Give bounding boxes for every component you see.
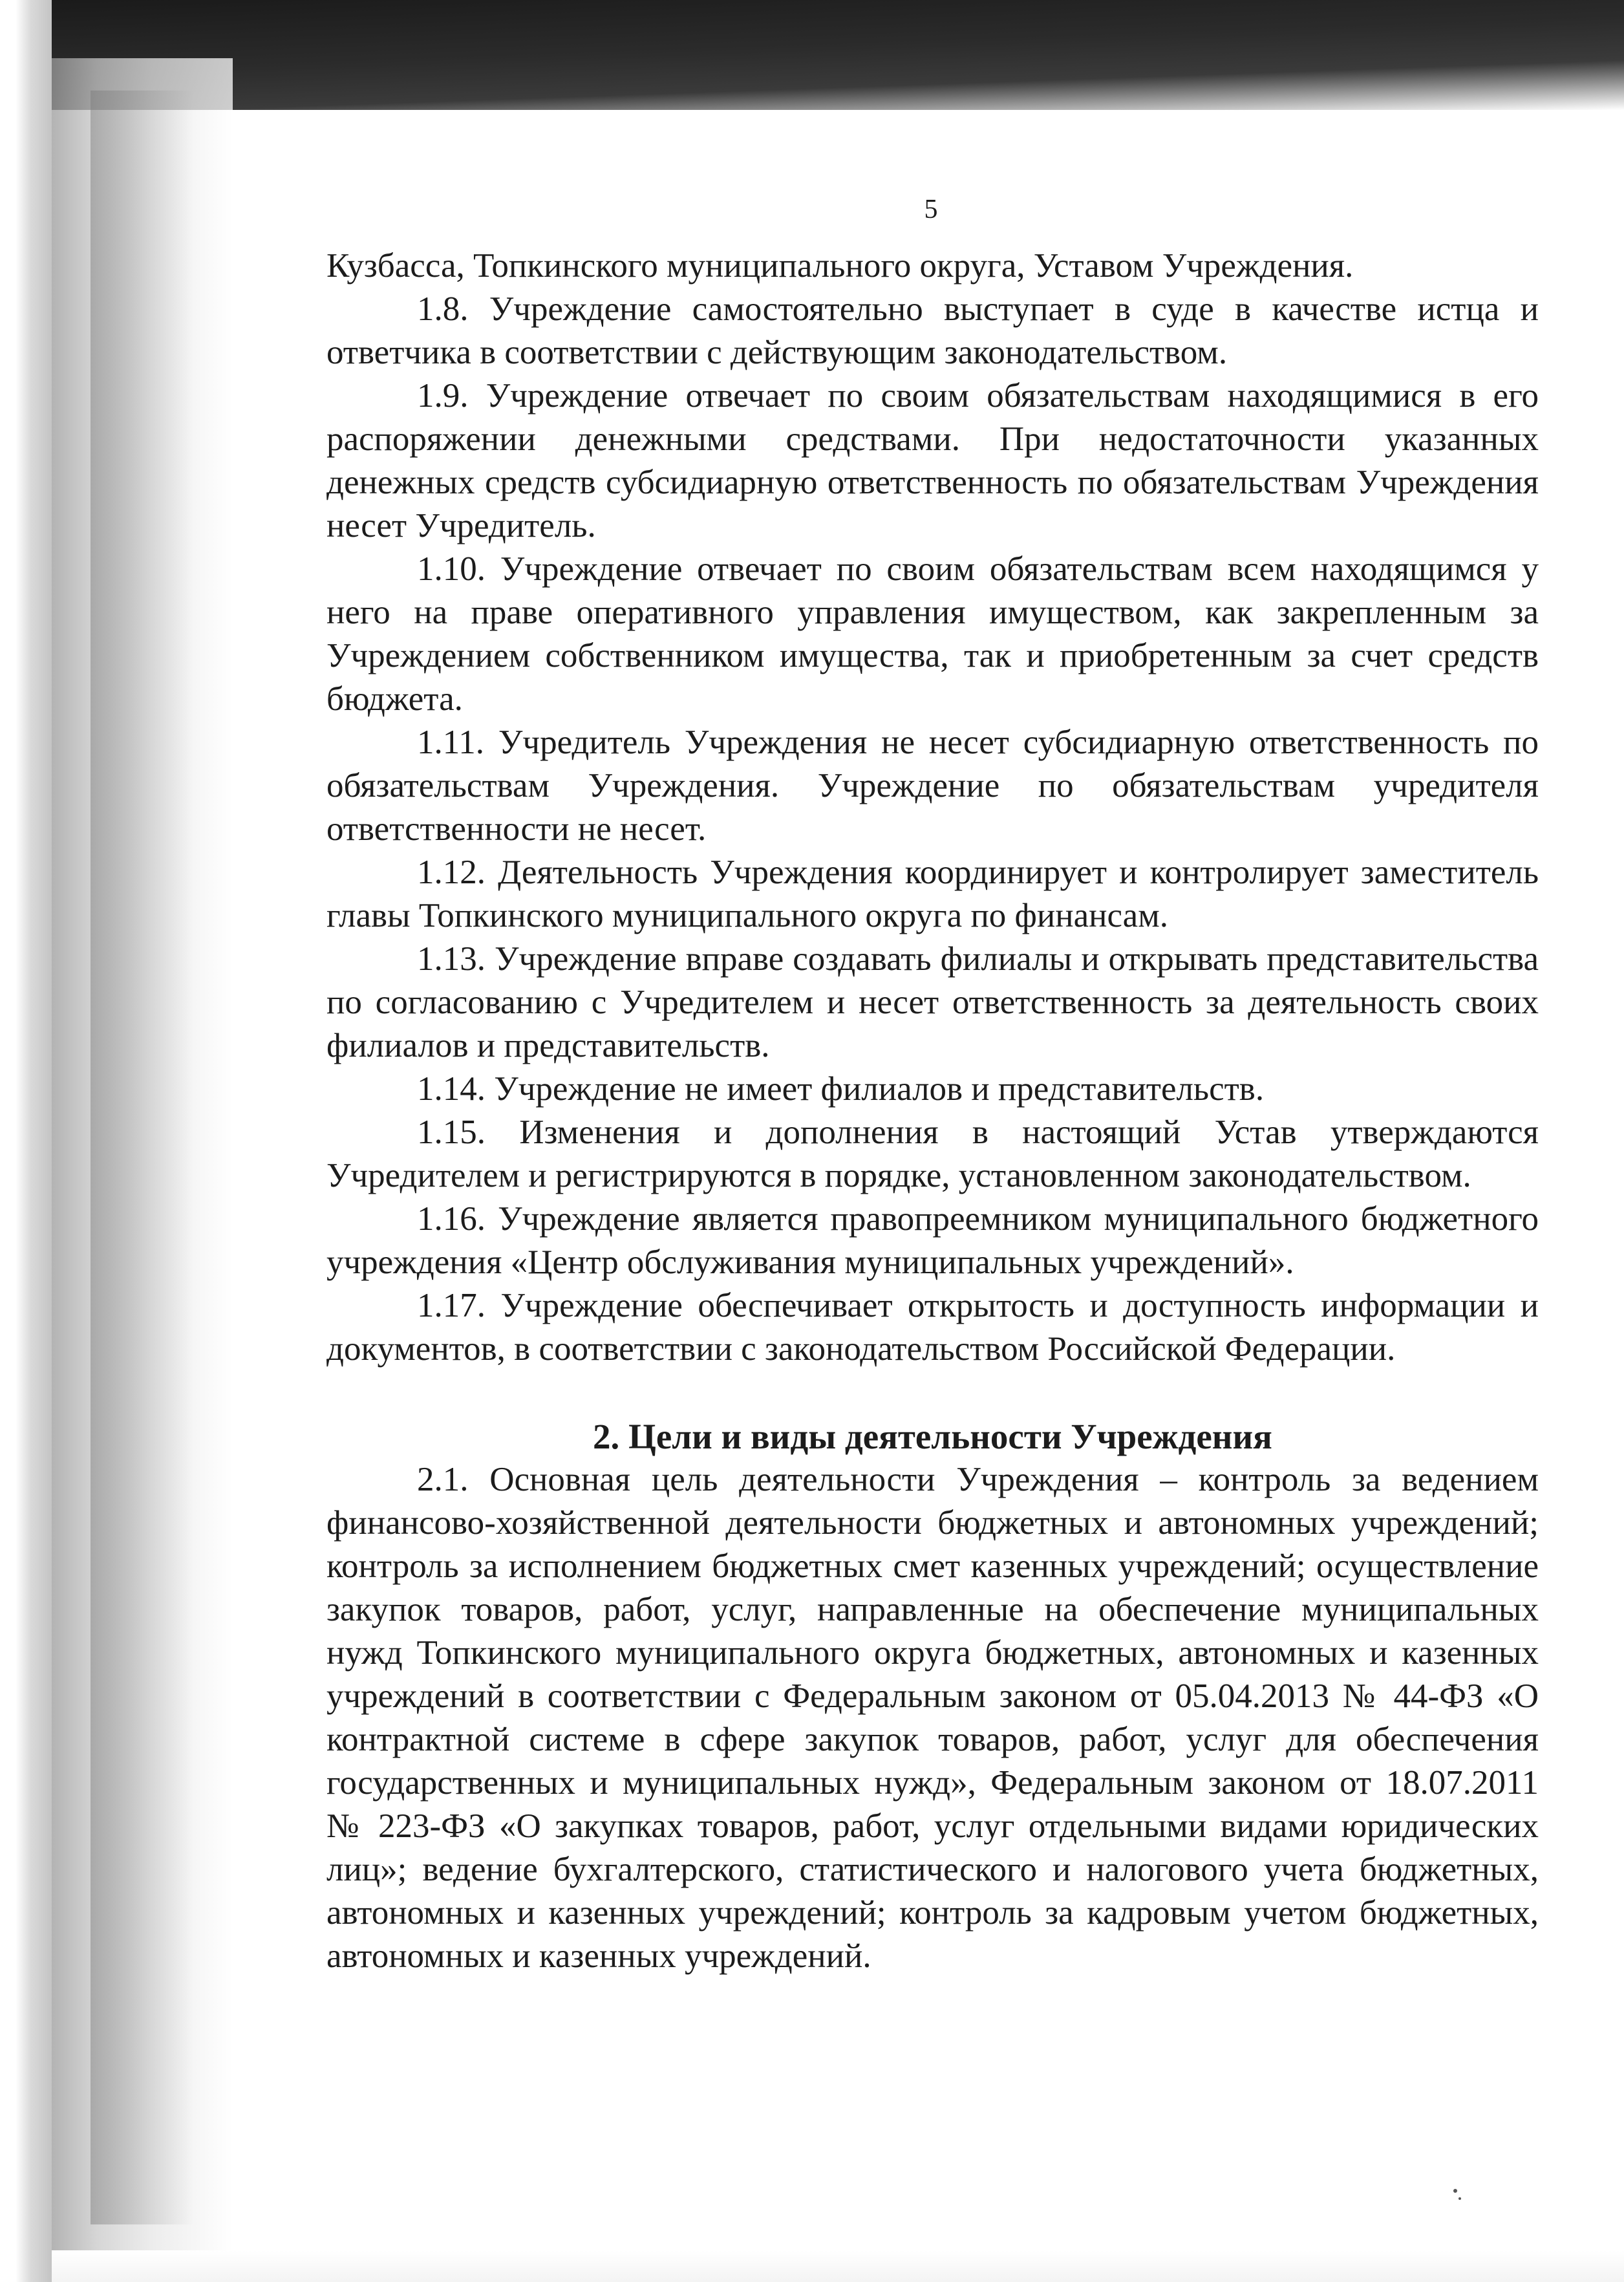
section-heading: 2. Цели и виды деятельности Учреждения — [593, 1417, 1272, 1456]
paragraph-1-11: 1.11. Учредитель Учреждения не несет субсидиарную ответственность по обязательствам Учреждения. Учреждение по обязательствам учредителя ответственности не несет. — [326, 724, 1539, 848]
paragraph-1-9: 1.9. Учреждение отвечает по своим обязательствам находящимися в его распоряжении денежными средствами. При недостаточности указанных денежных средств субсидиарную ответственность по обязательствам Учреждения несет Учредитель. — [326, 377, 1539, 544]
paragraph-1-14: 1.14. Учреждение не имеет филиалов и представительств. — [417, 1070, 1265, 1108]
paragraph-1-12: 1.12. Деятельность Учреждения координирует и контролирует заместитель главы Топкинского муниципального округа по финансам. — [326, 854, 1539, 934]
scan-border-left — [0, 0, 52, 2282]
page-bottom-edge — [52, 2250, 1624, 2282]
scan-speck — [1453, 2189, 1457, 2193]
scan-speck — [1458, 2197, 1461, 2200]
paragraph-2-1: 2.1. Основная цель деятельности Учреждения – контроль за ведением финансово-хозяйственной деятельности бюджетных и автономных учреждений; контроль за исполнением бюджетных смет казенных учреждений; осуществление закупок товаров, работ, услуг, направленные на обеспечение муниципальных нужд Топкинского муниципального округа бюджетных, автономных и казенных учреждений в соответствии с Федеральным законом от 05.04.2013 № 44-ФЗ «О контрактной системе в сфере закупок товаров, работ, услуг для обеспечения государственных и муниципальных нужд», Федеральным законом от 18.07.2011 № 223-ФЗ «О закупках товаров, работ, услуг отдельными видами юридических лиц»; ведение бухгалтерского, статистического и налогового учета бюджетных, автономных и казенных учреждений; контроль за кадровым учетом бюджетных, автономных и казенных учреждений. — [326, 1461, 1539, 1975]
paragraph-1-17: 1.17. Учреждение обеспечивает открытость и доступность информации и документов, в соответствии с законодательством Российской Федерации. — [326, 1287, 1539, 1368]
document-body — [326, 244, 1539, 1978]
paragraph-continuation: Кузбасса, Топкинского муниципального округа, Уставом Учреждения. — [326, 247, 1354, 285]
paragraph-1-13: 1.13. Учреждение вправе создавать филиалы и открывать представительства по согласованию с Учредителем и несет ответственность за деятельность своих филиалов и представительств. — [326, 940, 1539, 1064]
paragraph-1-8: 1.8. Учреждение самостоятельно выступает в суде в качестве истца и ответчика в соответствии с действующим законодательством. — [326, 290, 1539, 371]
page-fold-shadow-inner — [91, 91, 194, 2224]
paragraph-1-10: 1.10. Учреждение отвечает по своим обязательствам всем находящимся у него на праве оперативного управления имуществом, как закрепленным за Учреждением собственником имущества, так и приобретенным за счет средств бюджета. — [326, 550, 1539, 718]
paragraph-1-15: 1.15. Изменения и дополнения в настоящий Устав утверждаются Учредителем и регистрируются в порядке, установленном законодательством. — [326, 1114, 1539, 1194]
scan-border-top — [0, 0, 1624, 110]
page-number: 5 — [924, 195, 938, 224]
paragraph-1-16: 1.16. Учреждение является правопреемником муниципального бюджетного учреждения «Центр обслуживания муниципальных учреждений». — [326, 1200, 1539, 1281]
